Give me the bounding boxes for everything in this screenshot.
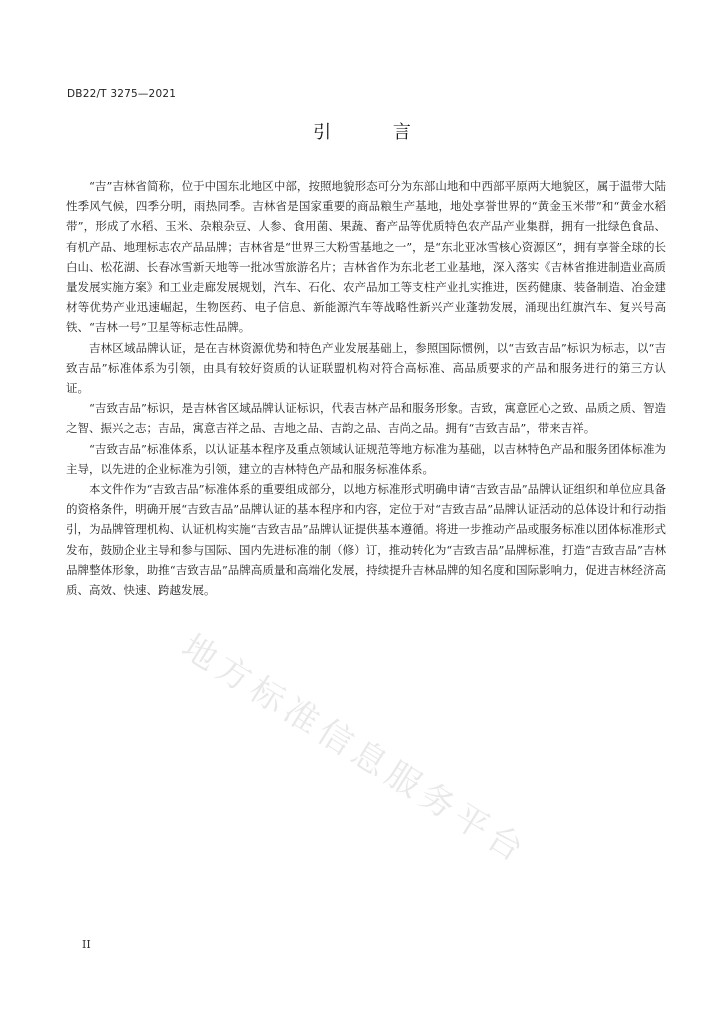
paragraph: 本文件作为“吉致吉品”标准体系的重要组成部分，以地方标准形式明确申请“吉致吉品”品牌认证组织和单位应具备的资格条件，明确开展“吉致吉品”品牌认证的基本程序和内容，定位于对“吉致吉品”品牌认证活动的总体设计和行动指引，为品牌管理机构、认证机构实施“吉致吉品”品牌认证提供基本遵循。将进一步推动产品或服务标准以团体标准形式发布，鼓励企业主导和参与国际、国内先进标准的制（修）订，推动转化为“吉致吉品”品牌标准，打造“吉致吉品”吉林品牌整体形象，助推“吉致吉品”品牌高质量和高端化发展，持续提升吉林品牌的知名度和国际影响力，促进吉林经济高质、高效、快速、跨越发展。 [66, 482, 666, 598]
watermark: 地方标准信息服务平台 [174, 626, 535, 873]
paragraph: “吉致吉品”标准体系，以认证基本程序及重点领域认证规范等地方标准为基础，以吉林特色产品和服务团体标准为主导，以先进的企业标准为引领，建立的吉林特色产品和服务标准体系。 [66, 441, 666, 476]
introduction-body [66, 176, 666, 600]
document-code: DB22/T 3275—2021 [67, 88, 177, 100]
page-number: II [82, 938, 91, 951]
paragraph: “吉”吉林省简称，位于中国东北地区中部，按照地貌形态可分为东部山地和中西部平原两大地貌区，属于温带大陆性季风气候，四季分明，雨热同季。吉林省是国家重要的商品粮生产基地，地处享誉世界的“黄金玉米带”和“黄金水稻带”，形成了水稻、玉米、杂粮杂豆、人参、食用菌、果蔬、畜产品等优质特色农产品产业集群，拥有一批绿色食品、有机产品、地理标志农产品品牌；吉林省是“世界三大粉雪基地之一”，是“东北亚冰雪核心资源区”，拥有享誉全球的长白山、松花湖、长春冰雪新天地等一批冰雪旅游名片；吉林省作为东北老工业基地，深入落实《吉林省推进制造业高质量发展实施方案》和工业走廊发展规划，汽车、石化、农产品加工等支柱产业扎实推进，医药健康、装备制造、冶金建材等优势产业迅速崛起，生物医药、电子信息、新能源汽车等战略性新兴产业蓬勃发展，涌现出红旗汽车、复兴号高铁、“吉林一号”卫星等标志性品牌。 [66, 179, 666, 335]
paragraph: 吉林区域品牌认证，是在吉林资源优势和特色产业发展基础上，参照国际惯例，以“吉致吉品”标识为标志，以“吉致吉品”标准体系为引领，由具有较好资质的认证联盟机构对符合高标准、高品质要求的产品和服务进行的第三方认证。 [66, 340, 666, 396]
paragraph: “吉致吉品”标识，是吉林省区域品牌认证标识，代表吉林产品和服务形象。吉致，寓意匠心之致、品质之质、智造之智、振兴之志；吉品，寓意吉祥之品、吉地之品、吉韵之品、吉尚之品。拥有“吉致吉品”，带来吉祥。 [66, 401, 666, 436]
page-title: 引 言 [313, 122, 439, 143]
